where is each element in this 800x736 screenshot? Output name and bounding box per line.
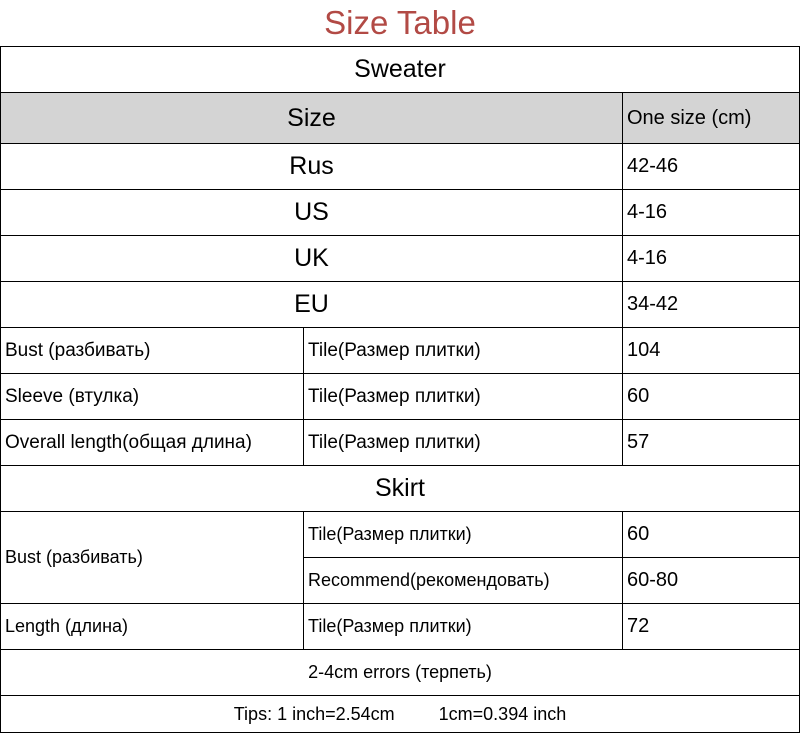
error-note: 2-4cm errors (терпеть)	[1, 650, 800, 696]
size-table	[0, 46, 800, 733]
unit-column-header: One size (cm)	[623, 93, 800, 144]
region-us: US	[1, 190, 623, 236]
skirt-bust-recommend-value: 60-80	[623, 558, 800, 604]
skirt-section-heading: Skirt	[1, 466, 800, 512]
skirt-bust-tile-type: Tile(Размер плитки)	[304, 512, 623, 558]
sweater-length-value: 57	[623, 420, 800, 466]
conversion-tips	[1, 696, 800, 733]
sweater-length-label: Overall length(общая длина)	[1, 420, 304, 466]
tips-inch-to-cm: Tips: 1 inch=2.54cm	[233, 703, 395, 724]
skirt-length-type: Tile(Размер плитки)	[304, 604, 623, 650]
region-uk: UK	[1, 236, 623, 282]
sweater-sleeve-type: Tile(Размер плитки)	[304, 374, 623, 420]
size-column-header: Size	[1, 93, 623, 144]
region-rus: Rus	[1, 144, 623, 190]
sweater-sleeve-label: Sleeve (втулка)	[1, 374, 304, 420]
region-eu: EU	[1, 282, 623, 328]
region-rus-value: 42-46	[623, 144, 800, 190]
tips-cm-to-inch: 1cm=0.394 inch	[438, 703, 567, 724]
region-eu-value: 34-42	[623, 282, 800, 328]
sweater-section-heading: Sweater	[1, 47, 800, 93]
region-uk-value: 4-16	[623, 236, 800, 282]
skirt-bust-recommend-type: Recommend(рекомендовать)	[304, 558, 623, 604]
sweater-bust-type: Tile(Размер плитки)	[304, 328, 623, 374]
sweater-bust-label: Bust (разбивать)	[1, 328, 304, 374]
skirt-length-label: Length (длина)	[1, 604, 304, 650]
sweater-sleeve-value: 60	[623, 374, 800, 420]
page-title: Size Table	[324, 4, 476, 41]
skirt-bust-label: Bust (разбивать)	[1, 512, 304, 604]
region-us-value: 4-16	[623, 190, 800, 236]
sweater-length-type: Tile(Размер плитки)	[304, 420, 623, 466]
sweater-bust-value: 104	[623, 328, 800, 374]
skirt-length-value: 72	[623, 604, 800, 650]
skirt-bust-tile-value: 60	[623, 512, 800, 558]
